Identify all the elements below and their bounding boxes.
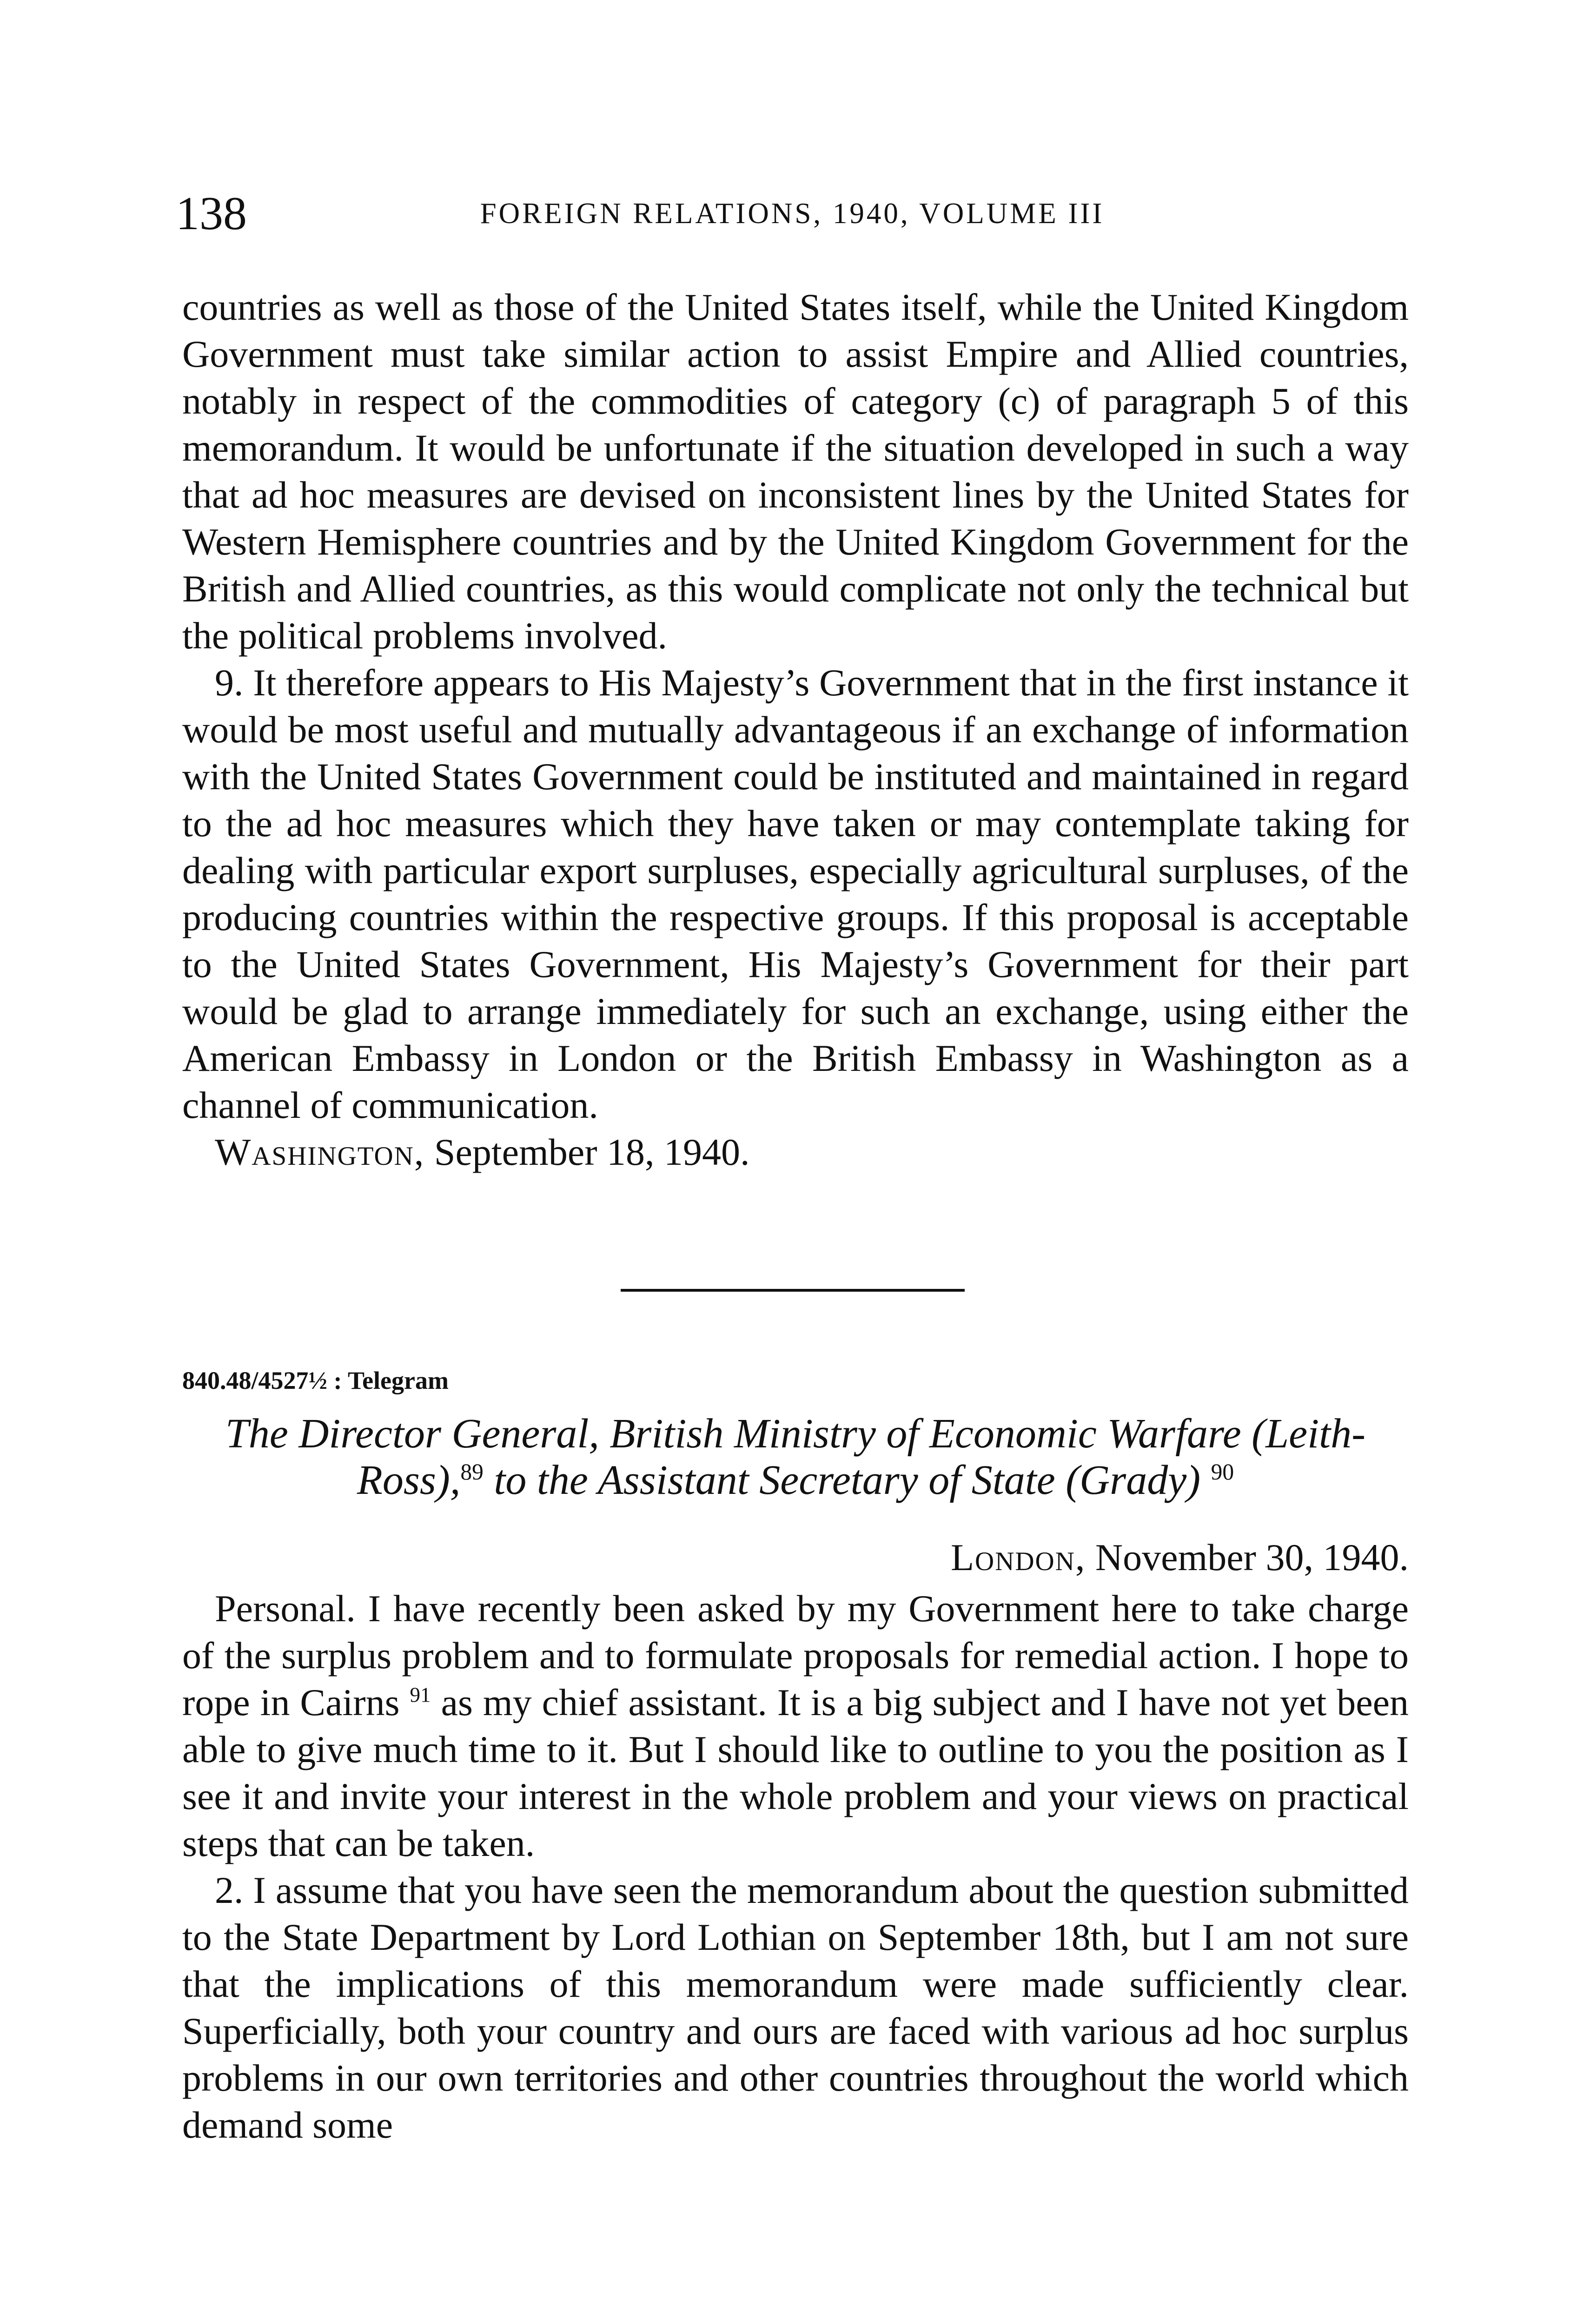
footnote-ref-91: 91 [410, 1683, 431, 1707]
memorandum-signoff [182, 1129, 1409, 1175]
paragraph-1 [182, 1585, 1409, 1867]
file-number: 840.48/4527½ : Telegram [182, 1367, 449, 1394]
dateline-date: November 30, 1940. [1086, 1536, 1409, 1578]
paragraph-2: 2. I assume that you have seen the memorandum about the question submitted to the State Department by Lord Lothian on September 18th, but I am not sure that the implications of this memorandum were made sufficiently clear. Superficially, both your country and ours are faced with various ad hoc surplus problems in our own territories and other countries throughout the world which demand some [182, 1869, 1409, 2146]
heading-line-2 [182, 1457, 1409, 1504]
section-divider [621, 1289, 965, 1292]
footnote-ref-89: 89 [460, 1459, 484, 1485]
signoff-place: Washington, [215, 1131, 425, 1173]
document-heading [182, 1411, 1409, 1504]
running-head [176, 184, 1409, 244]
heading-text: to the Assistant Secretary of State (Grady) [483, 1457, 1211, 1503]
footnote-ref-90: 90 [1211, 1459, 1234, 1485]
paragraph-9: 9. It therefore appears to His Majesty’s Government that in the first instance it would be most useful and mutually advantageous if an exchange of information with the United States Government could be instituted and maintained in regard to the ad hoc measures which they have taken or may contemplate taking for dealing with particular export surpluses, especially agricultural surpluses, of the producing countries within the respective groups. If this proposal is acceptable to the United States Government, His Majesty’s Government for their part would be glad to arrange immediately for such an exchange, using either the American Embassy in London or the British Embassy in Washington as a channel of communication. [182, 661, 1409, 1126]
paragraph-1-text: as my chief assistant. It is a big subject and I have not yet been able to give much time to it. But I should like to outline to you the position as I see it and invite your interest in the whole problem and your views on practical steps that can be taken. [182, 1681, 1409, 1864]
signoff-date: September 18, 1940. [424, 1131, 750, 1173]
page-number: 138 [176, 187, 247, 240]
running-title: FOREIGN RELATIONS, 1940, VOLUME III [480, 197, 1105, 230]
dateline-place: London, [950, 1536, 1086, 1578]
heading-line-1: The Director General, British Ministry of Economic Warfare (Leith- [225, 1411, 1366, 1457]
memorandum-text [182, 284, 1409, 1175]
paragraph-continuation: countries as well as those of the United States itself, while the United Kingdom Government must take similar action to assist Empire and Allied countries, notably in respect of the commodities of category (c) of paragraph 5 of this memorandum. It would be unfortunate if the situation developed in such a way that ad hoc measures are devised on inconsistent lines by the United States for Western Hemisphere countries and by the United Kingdom Government for the British and Allied countries, as this would complicate not only the technical but the political problems involved. [182, 286, 1409, 657]
telegram-text [182, 1585, 1409, 2148]
dateline [951, 1534, 1409, 1581]
heading-text: Ross), [357, 1457, 461, 1503]
paragraph-1-text: Personal. I have recently been asked by my Government here to take charge of the surplus problem and to formulate proposals for remedial action. I hope to rope in Cairns [182, 1587, 1409, 1723]
